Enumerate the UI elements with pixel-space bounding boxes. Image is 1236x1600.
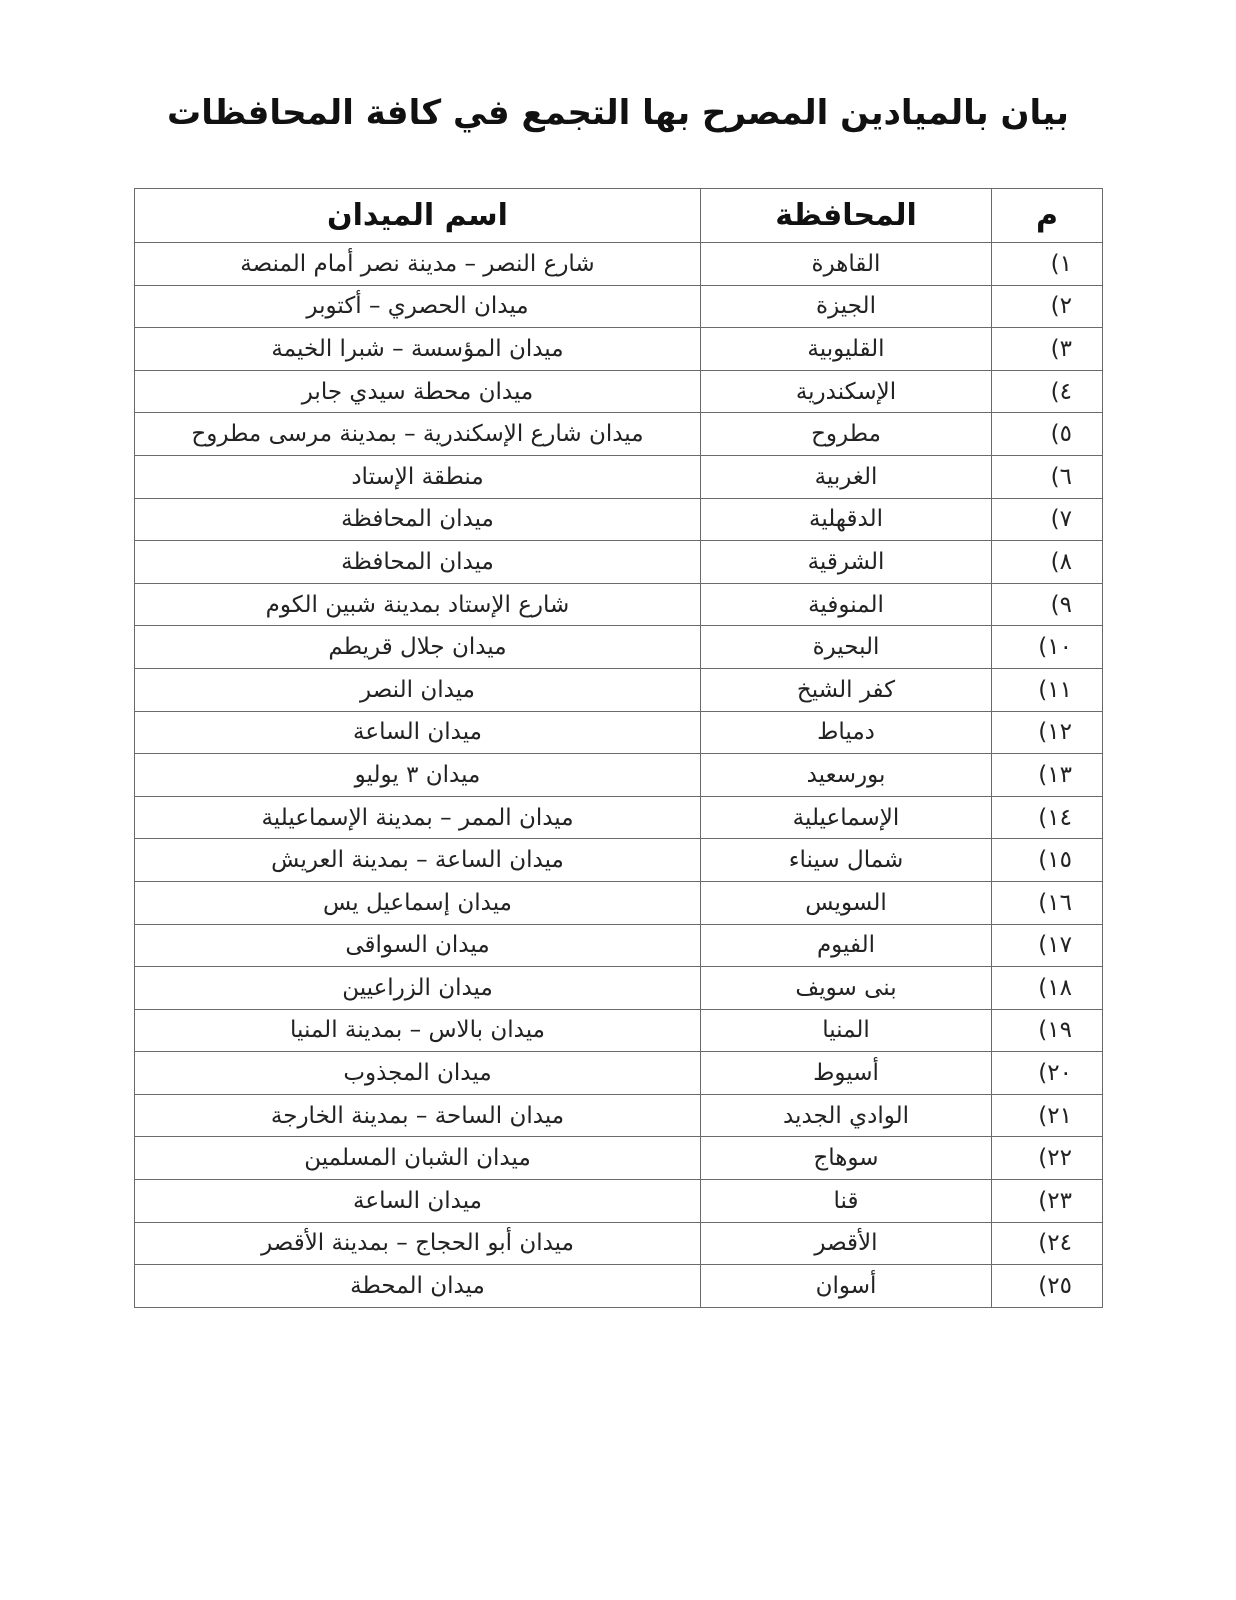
square-name-cell: منطقة الإستاد: [135, 455, 701, 498]
square-name-cell: ميدان محطة سيدي جابر: [135, 370, 701, 413]
table-row: [135, 754, 1103, 797]
governorate-cell: الفيوم: [701, 924, 992, 967]
square-name-cell: ميدان بالاس – بمدينة المنيا: [135, 1009, 701, 1052]
row-number: ١): [992, 243, 1103, 286]
governorate-cell: قنا: [701, 1180, 992, 1223]
governorate-cell: الإسكندرية: [701, 370, 992, 413]
table-row: [135, 413, 1103, 456]
governorate-cell: القليوبية: [701, 328, 992, 371]
row-number: ١٢): [992, 711, 1103, 754]
square-name-cell: ميدان الحصري – أكتوبر: [135, 285, 701, 328]
document-title: بيان بالميادين المصرح بها التجمع في كافة المحافظات: [167, 93, 1069, 133]
table-row: [135, 967, 1103, 1010]
governorate-cell: شمال سيناء: [701, 839, 992, 882]
square-name-cell: ميدان المحافظة: [135, 498, 701, 541]
table-row: [135, 285, 1103, 328]
square-name-cell: ميدان جلال قريطم: [135, 626, 701, 669]
table-row: [135, 1137, 1103, 1180]
square-name-cell: ميدان الساعة: [135, 1180, 701, 1223]
row-number: ٢٢): [992, 1137, 1103, 1180]
governorate-cell: بنى سويف: [701, 967, 992, 1010]
governorate-cell: المنوفية: [701, 583, 992, 626]
table-row: [135, 328, 1103, 371]
table-body: [135, 243, 1103, 1308]
square-name-cell: ميدان أبو الحجاج – بمدينة الأقصر: [135, 1222, 701, 1265]
row-number: ١٤): [992, 796, 1103, 839]
table-header-row: [135, 189, 1103, 243]
row-number: ٢): [992, 285, 1103, 328]
square-name-cell: ميدان الزراعيين: [135, 967, 701, 1010]
row-number: ١٥): [992, 839, 1103, 882]
square-name-cell: شارع النصر – مدينة نصر أمام المنصة: [135, 243, 701, 286]
row-number: ٢٣): [992, 1180, 1103, 1223]
governorate-cell: الشرقية: [701, 541, 992, 584]
governorate-cell: الإسماعيلية: [701, 796, 992, 839]
table-row: [135, 541, 1103, 584]
header-square: اسم الميدان: [135, 189, 701, 243]
square-name-cell: ميدان الساعة: [135, 711, 701, 754]
square-name-cell: ميدان الشبان المسلمين: [135, 1137, 701, 1180]
table-row: [135, 1222, 1103, 1265]
table-row: [135, 583, 1103, 626]
row-number: ٤): [992, 370, 1103, 413]
table-row: [135, 881, 1103, 924]
square-name-cell: ميدان السواقى: [135, 924, 701, 967]
table-row: [135, 1180, 1103, 1223]
squares-table: [134, 188, 1103, 1308]
row-number: ١٧): [992, 924, 1103, 967]
square-name-cell: ميدان المجذوب: [135, 1052, 701, 1095]
table-row: [135, 1009, 1103, 1052]
header-governorate: المحافظة: [701, 189, 992, 243]
header-num: م: [992, 189, 1103, 243]
row-number: ٢٤): [992, 1222, 1103, 1265]
square-name-cell: ميدان المؤسسة – شبرا الخيمة: [135, 328, 701, 371]
row-number: ١٠): [992, 626, 1103, 669]
governorate-cell: المنيا: [701, 1009, 992, 1052]
table-row: [135, 796, 1103, 839]
row-number: ١٣): [992, 754, 1103, 797]
governorate-cell: أسوان: [701, 1265, 992, 1308]
table-row: [135, 711, 1103, 754]
governorate-cell: الدقهلية: [701, 498, 992, 541]
row-number: ٩): [992, 583, 1103, 626]
table-row: [135, 839, 1103, 882]
square-name-cell: ميدان الممر – بمدينة الإسماعيلية: [135, 796, 701, 839]
row-number: ٧): [992, 498, 1103, 541]
square-name-cell: ميدان إسماعيل يس: [135, 881, 701, 924]
square-name-cell: ميدان المحافظة: [135, 541, 701, 584]
table-row: [135, 1265, 1103, 1308]
table-row: [135, 498, 1103, 541]
governorate-cell: أسيوط: [701, 1052, 992, 1095]
governorate-cell: الجيزة: [701, 285, 992, 328]
square-name-cell: ميدان شارع الإسكندرية – بمدينة مرسى مطروح: [135, 413, 701, 456]
squares-table-container: [134, 188, 1102, 1308]
row-number: ٨): [992, 541, 1103, 584]
table-row: [135, 1052, 1103, 1095]
row-number: ٢٠): [992, 1052, 1103, 1095]
governorate-cell: الأقصر: [701, 1222, 992, 1265]
governorate-cell: دمياط: [701, 711, 992, 754]
table-row: [135, 455, 1103, 498]
governorate-cell: بورسعيد: [701, 754, 992, 797]
square-name-cell: شارع الإستاد بمدينة شبين الكوم: [135, 583, 701, 626]
governorate-cell: سوهاج: [701, 1137, 992, 1180]
governorate-cell: مطروح: [701, 413, 992, 456]
governorate-cell: القاهرة: [701, 243, 992, 286]
table-row: [135, 626, 1103, 669]
row-number: ١٨): [992, 967, 1103, 1010]
row-number: ٦): [992, 455, 1103, 498]
row-number: ١٦): [992, 881, 1103, 924]
governorate-cell: كفر الشيخ: [701, 668, 992, 711]
row-number: ١٩): [992, 1009, 1103, 1052]
governorate-cell: البحيرة: [701, 626, 992, 669]
square-name-cell: ميدان الساعة – بمدينة العريش: [135, 839, 701, 882]
square-name-cell: ميدان النصر: [135, 668, 701, 711]
governorate-cell: الوادي الجديد: [701, 1094, 992, 1137]
table-row: [135, 924, 1103, 967]
table-row: [135, 1094, 1103, 1137]
square-name-cell: ميدان المحطة: [135, 1265, 701, 1308]
governorate-cell: السويس: [701, 881, 992, 924]
table-row: [135, 668, 1103, 711]
row-number: ١١): [992, 668, 1103, 711]
square-name-cell: ميدان ٣ يوليو: [135, 754, 701, 797]
row-number: ٣): [992, 328, 1103, 371]
table-row: [135, 243, 1103, 286]
governorate-cell: الغربية: [701, 455, 992, 498]
square-name-cell: ميدان الساحة – بمدينة الخارجة: [135, 1094, 701, 1137]
row-number: ٢١): [992, 1094, 1103, 1137]
row-number: ٢٥): [992, 1265, 1103, 1308]
table-row: [135, 370, 1103, 413]
row-number: ٥): [992, 413, 1103, 456]
